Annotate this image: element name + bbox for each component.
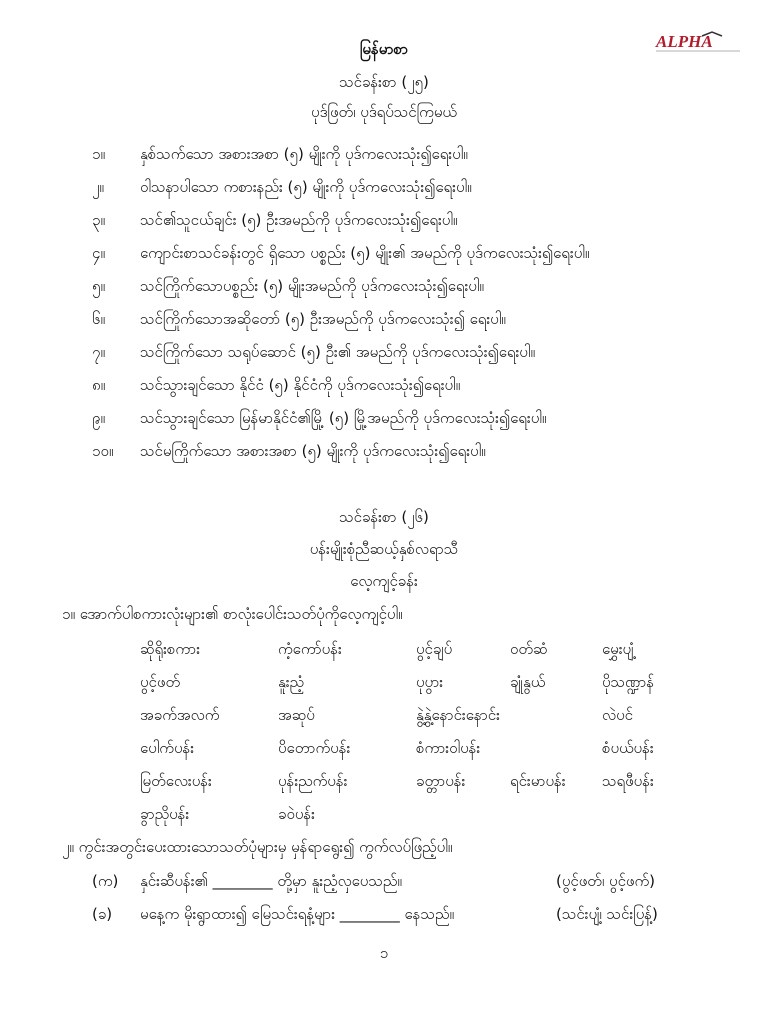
item-text: နှစ်သက်သော အစားအစာ (၅) မျိုးကို ပုဒ်ကလေးသုံး၍ရေးပါ။ xyxy=(140,145,468,163)
word-item: မွှေးပျံ့ xyxy=(602,640,634,658)
item-number: ၃။ xyxy=(92,211,105,229)
fill-hint: (သင်းပျံ့၊ သင်းပြန့်) xyxy=(556,905,658,923)
word-item: ရင်းမာပန်း xyxy=(510,772,566,790)
item-text: သင်သွားချင်သော နိုင်ငံ (၅) နိုင်ငံကို ပုဒ်ကလေးသုံး၍ရေးပါ။ xyxy=(140,376,461,394)
logo-text: ALPHA xyxy=(656,32,713,51)
lesson-title: သင်ခန်းစာ (၂၅) xyxy=(339,73,429,91)
item-text: သင်ကြိုက်သောပစ္စည်း (၅) မျိုးအမည်ကို ပုဒ်ကလေးသုံး၍ရေးပါ။ xyxy=(140,277,484,295)
item-text: ကျောင်းစာသင်ခန်းတွင် ရှိသော ပစ္စည်း (၅) မျိုး၏ အမည်ကို ပုဒ်ကလေးသုံး၍ရေးပါ။ xyxy=(140,244,590,262)
item-text: သင်မကြိုက်သော အစားအစာ (၅) မျိုးကို ပုဒ်ကလေးသုံး၍ရေးပါ။ xyxy=(140,442,486,460)
word-item: ဆိုရိုးစကား xyxy=(140,640,201,658)
lesson-subtitle: ပုဒ်ဖြတ်၊ ပုဒ်ရပ်သင်ကြမယ် xyxy=(311,103,457,121)
item-text: ဝါသနာပါသော ကစားနည်း (၅) မျိုးကို ပုဒ်ကလေးသုံး၍ရေးပါ။ xyxy=(140,178,472,196)
fill-label: (က) xyxy=(92,872,119,890)
word-item: ပုန်းညက်ပန်း xyxy=(278,772,348,790)
word-item: ချုံနွယ် xyxy=(510,673,546,691)
item-number: ၈။ xyxy=(92,376,106,394)
item-number: ၁။ xyxy=(92,145,105,163)
lesson2-subtitle: ပန်းမျိုးစုံညီဆယ့်နှစ်လရာသီ xyxy=(309,540,459,558)
lesson2-title: သင်ခန်းစာ (၂၆) xyxy=(339,508,429,526)
word-item: စံကားဝါပန်း xyxy=(416,739,481,757)
word-item: ဝတ်ဆံ xyxy=(510,640,548,658)
word-item: အဆုပ် xyxy=(278,706,315,724)
word-item: စံပယ်ပန်း xyxy=(602,739,654,757)
question-1: ၁။ အောက်ပါစကားလုံးများ၏ စာလုံးပေါင်းသတ်ပုံကိုလေ့ကျင့်ပါ။ xyxy=(62,605,403,623)
page-number: ၁ xyxy=(379,944,389,962)
word-item: ပေါက်ပန်း xyxy=(140,739,195,757)
item-text: သင်၏သူငယ်ချင်း (၅) ဦးအမည်ကို ပုဒ်ကလေးသုံး၍ရေးပါ။ xyxy=(140,211,458,229)
word-item: ပွင့်ချပ် xyxy=(416,640,453,658)
word-item: နွဲ့နွဲ့နောင်းနောင်း xyxy=(416,706,500,724)
fill-hint: (ပွင့်ဖတ်၊ ပွင့်ဖက်) xyxy=(556,872,656,890)
item-number: ၉။ xyxy=(92,409,105,427)
item-number: ၄။ xyxy=(92,244,105,262)
word-item: သရဖီပန်း xyxy=(602,772,654,790)
item-number: ၆။ xyxy=(92,310,105,328)
word-item: ကံ့ကော်ပန်း xyxy=(278,640,342,658)
item-text: သင်ကြိုက်သောအဆိုတော် (၅) ဦးအမည်ကို ပုဒ်ကလေးသုံး၍ ရေးပါ။ xyxy=(140,310,506,328)
item-number: ၇။ xyxy=(92,343,105,361)
word-item: နူးညံ့ xyxy=(278,673,305,691)
subject-title: မြန်မာစာ xyxy=(359,40,409,58)
word-item: ပွင့်ဖတ် xyxy=(140,673,181,691)
item-number: ၅။ xyxy=(92,277,105,295)
word-item: ပုပွား xyxy=(416,673,444,691)
word-item: ပိုသဏ္ဍာန် xyxy=(602,673,655,691)
word-item: ပိတောက်ပန်း xyxy=(278,739,351,757)
word-item: ခတ္တာပန်း xyxy=(416,772,466,790)
item-number: ၁၀။ xyxy=(92,442,114,460)
word-item: ခဝဲပန်း xyxy=(278,805,315,823)
word-item: ခွာညိုပန်း xyxy=(140,805,190,823)
word-item: အခက်အလက် xyxy=(140,706,220,724)
word-item: မြတ်လေးပန်း xyxy=(140,772,212,790)
fill-label: (ခ) xyxy=(92,905,113,923)
item-text: သင်သွားချင်သော မြန်မာနိုင်ငံ၏မြို့ (၅) မြို့အမည်ကို ပုဒ်ကလေးသုံး၍ရေးပါ။ xyxy=(140,409,547,427)
fill-text: နှင်းဆီပန်း၏ ________ တို့မှာ နူးညံ့လှပေသည်။ xyxy=(140,872,402,890)
exercise-heading: လေ့ကျင့်ခန်း xyxy=(350,572,418,590)
item-number: ၂။ xyxy=(92,178,104,196)
item-text: သင်ကြိုက်သော သရုပ်ဆောင် (၅) ဦး၏ အမည်ကို ပုဒ်ကလေးသုံး၍ရေးပါ။ xyxy=(140,343,535,361)
question-2: ၂။ ကွင်းအတွင်းပေးထားသောသတ်ပုံများမှ မှန်ရာရွေး၍ ကွက်လပ်ဖြည့်ပါ။ xyxy=(62,838,453,856)
fill-text: မနေ့က မိုးရွာထား၍ မြေသင်းရနံ့များ ________ နေသည်။ xyxy=(140,905,454,923)
word-item: လဲပင် xyxy=(602,706,633,724)
